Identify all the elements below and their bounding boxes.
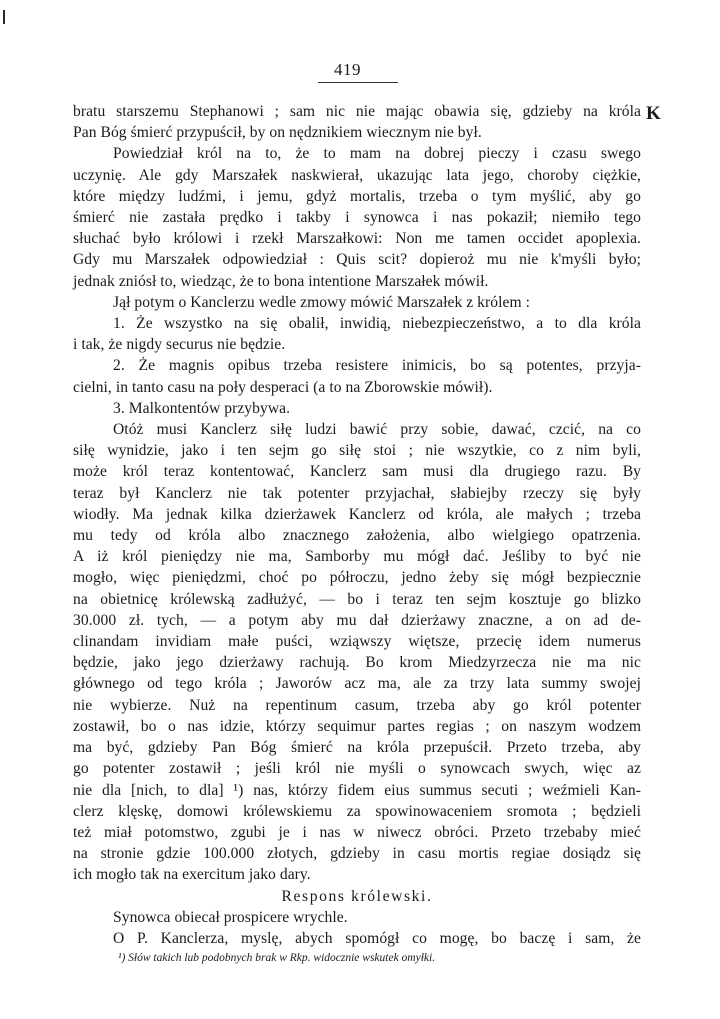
text-line: 30.000 zł. tych, — a potym aby mu dał dzierżawy znaczne, a on ad de- (73, 611, 641, 629)
section-heading: Respons królewski. (281, 887, 433, 905)
text-line: Pan Bóg śmierć przypuścił, by on nędznikiem wiecznym nie był. (73, 124, 482, 142)
text-line: 1. Że wszystko na się obalił, inwidią, niebezpieczeństwo, a to dla króla (113, 315, 641, 333)
text-line: i tak, że nigdy securus nie będzie. (73, 336, 286, 354)
page-number-rule (318, 82, 398, 83)
text-line: jednak zniósł to, wiedząc, że to bona intentione Marszałek mówił. (73, 272, 489, 290)
text-line: mogło, więc pieniędzmi, choć po półroczu, jedno żeby się mógł bezpiecznie (73, 569, 641, 587)
text-line: cielni, in tanto casu na poły desperaci (a to na Zborowskie mówił). (73, 378, 493, 396)
text-line: clerz klęskę, domowi królewskiemu za spowinowaceniem sromota ; będzieli (73, 802, 641, 820)
text-line: mu tedy od króla albo znacznego założenia, albo wielgiego opatrzenia. (73, 527, 641, 545)
text-line: ich mogło tak na exercitum jako dary. (73, 866, 311, 884)
text-line: clinandam invidiam małe puści, wziąwszy więtsze, przecię idem numerus (73, 633, 641, 651)
text-line: na stronie gdzie 100.000 złotych, gdzieby in casu mortis regiae dosiądz się (73, 845, 641, 863)
text-line: 3. Malkontentów przybywa. (113, 399, 291, 417)
page-number: 419 (334, 60, 361, 79)
text-line: Synowca obiecał prospicere wrychle. (113, 908, 348, 926)
text-line: nie wybierze. Nuż na repentinum casum, trzeba aby go król potenter (73, 696, 641, 714)
text-line: będzie, jako jego dzierżawy rachują. Bo krom Miedzyrzecza nie ma nic (73, 654, 641, 672)
margin-letter: K (646, 103, 661, 124)
text-line: Jął potym o Kanclerzu wedle zmowy mówić Marszałek z królem : (113, 293, 530, 311)
text-line: głównego od tego króla ; Jaworów acz ma, ale za trzy lata summy swojej (73, 675, 641, 693)
text-line: Powiedział król na to, że to mam na dobrej pieczy i czasu swego (113, 145, 641, 163)
text-line: Otóż musi Kanclerz siłę ludzi bawić przy sobie, dawać, czcić, na co (113, 421, 641, 439)
text-line: śmierć nie zastała prędko i takby i synowca i nas pokaził; niemiło tego (73, 209, 641, 227)
text-line: wiodły. Ma jednak kilka dzierżawek Kanclerz od króla, ale małych ; trzeba (73, 505, 641, 523)
body-text (73, 101, 641, 949)
text-line: Gdy mu Marszałek odpowiedział : Quis scit? dopieroż mu nie k'myśli było; (73, 251, 641, 269)
text-line: A iż król pieniędzy nie ma, Samborby mu mógł dać. Jeśliby to być nie (73, 548, 641, 566)
text-line: słuchać było królowi i rzekł Marszałkowi: Non me tamen occidet apoplexia. (73, 230, 641, 248)
text-line: ma być, gdzieby Pan Bóg śmierć na króla przepuścił. Przeto trzeba, aby (73, 739, 641, 757)
text-line: może król teraz kontentować, Kanclerz sam musi dla drugiego razu. By (73, 463, 641, 481)
text-line: go potenter zostawił ; jeśli król nie myśli o synowcach swych, więc az (73, 760, 641, 778)
text-line: siłę wynidzie, jako i ten sejm go siłę stoi ; nie wszytkie, co z nim byli, (73, 442, 641, 460)
text-line: 2. Że magnis opibus trzeba resistere inimicis, bo są potentes, przyja- (113, 357, 641, 375)
text-line: zostawił, bo o nas idzie, którzy sequimur partes regias ; on naszym wodzem (73, 717, 641, 735)
text-line: uczynię. Ale gdy Marszałek naskwierał, ukazując lata jego, choroby ciężkie, (73, 166, 641, 184)
text-line: bratu starszemu Stephanowi ; sam nic nie mając obawia się, gdzieby na króla (73, 103, 641, 120)
text-line: O P. Kanclerza, myslę, abych spomógł co mogę, bo baczę i sam, że (113, 929, 641, 947)
scan-edge-mark (3, 10, 5, 24)
text-line: też miał potomstwo, zgubi je i nas w niwecz obróci. Przeto trzebaby mieć (73, 823, 641, 841)
text-line: nie dla [nich, to dla] ¹) nas, którzy fidem eius summus secuti ; weźmieli Kan- (73, 781, 641, 799)
text-line: które między ludźmi, i jemu, gdyż mortalis, trzeba o tym myślić, aby go (73, 187, 641, 205)
text-line: teraz był Kanclerz nie tak potenter przyjachał, słabiejby rzeczy się były (73, 484, 641, 502)
text-line: na obietnicę królewską zadłużyć, — bo i teraz ten sejm kosztuje go blizko (73, 590, 641, 608)
footnote: ¹) Słów takich lub podobnych brak w Rkp. widocznie wskutek omyłki. (118, 952, 436, 964)
